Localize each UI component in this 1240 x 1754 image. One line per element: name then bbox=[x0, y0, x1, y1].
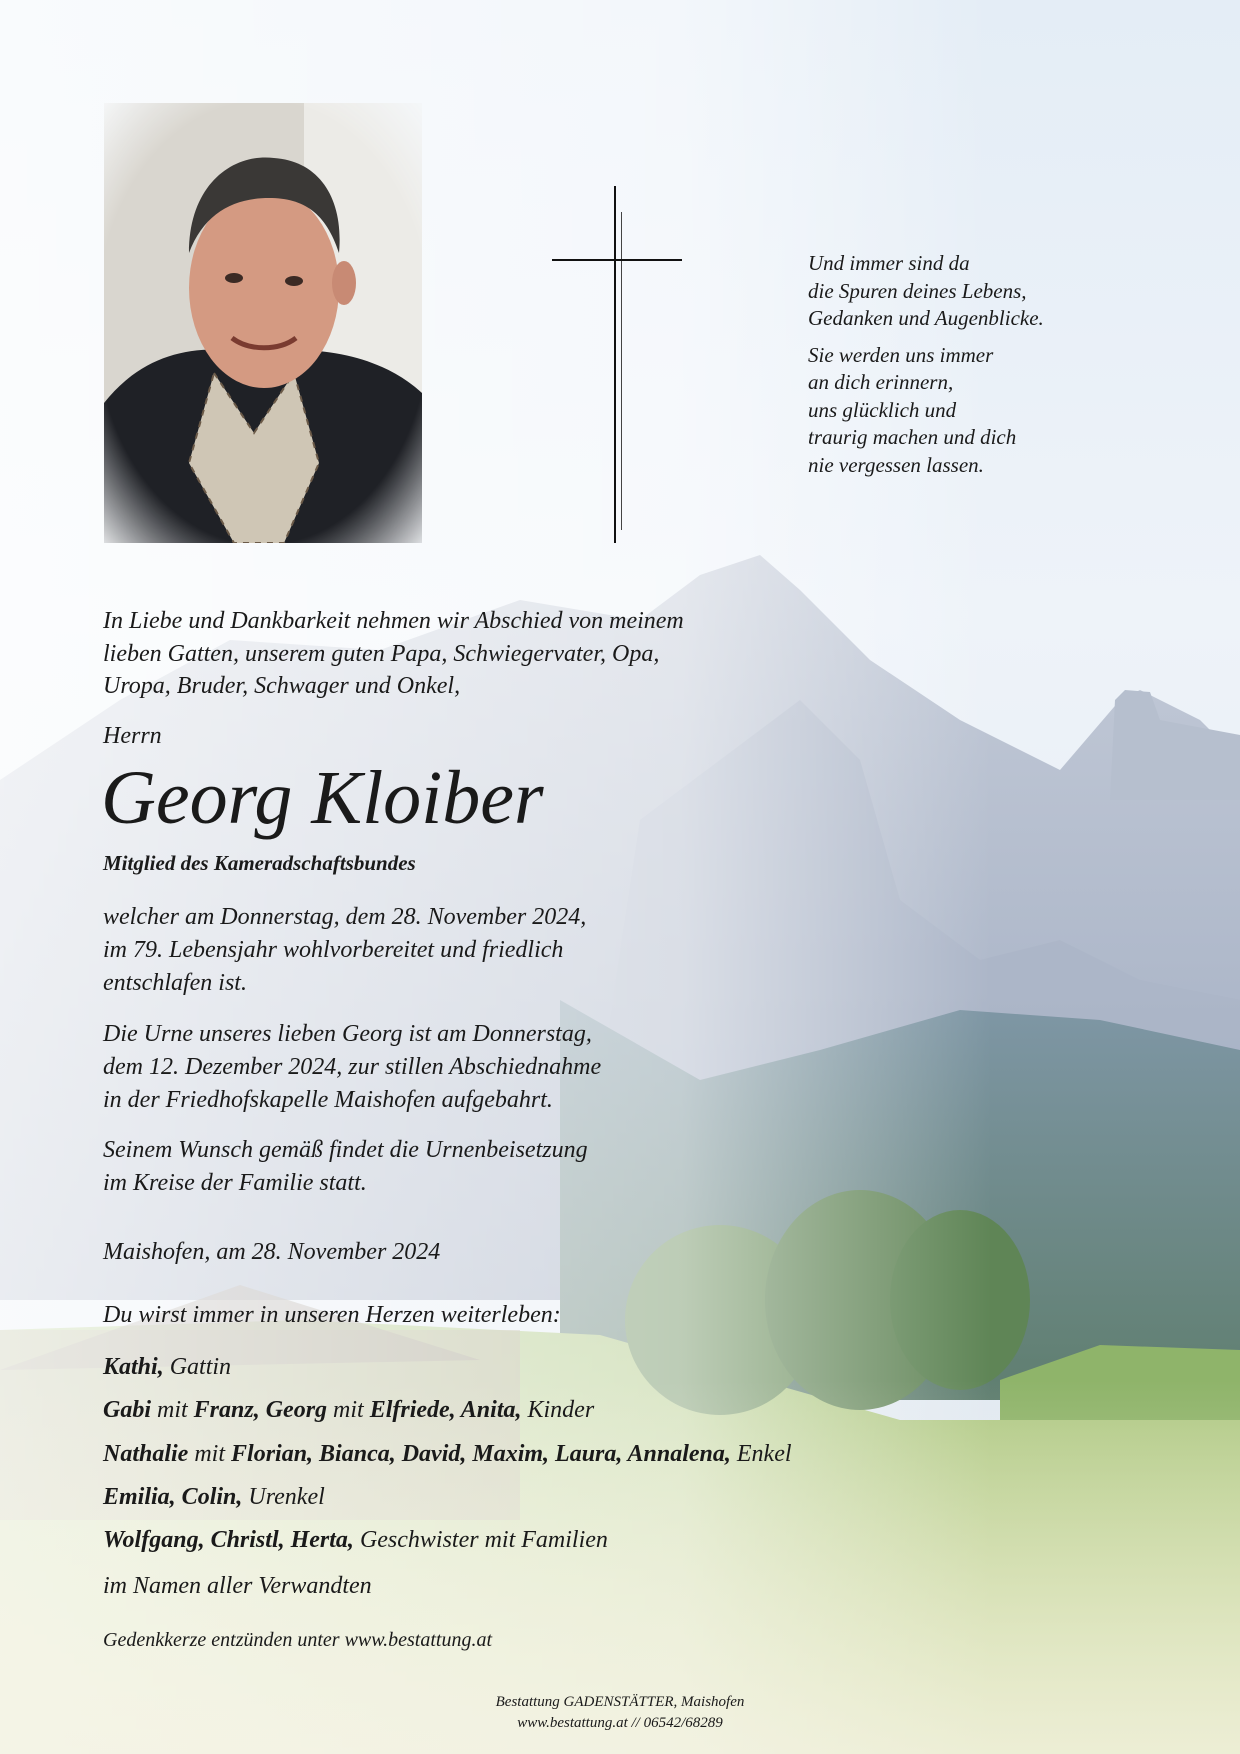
mourner-name: Gabi bbox=[103, 1397, 151, 1423]
mourner-row bbox=[103, 1397, 594, 1424]
mourner-relation: Enkel bbox=[730, 1441, 792, 1467]
mourner-name: Franz, Georg bbox=[193, 1397, 328, 1423]
intro-text bbox=[103, 605, 823, 703]
paragraph-line: im Kreise der Familie statt. bbox=[103, 1170, 367, 1196]
poem-line: Gedanken und Augenblicke. bbox=[808, 306, 1044, 330]
mourner-relation: im Namen aller Verwandten bbox=[103, 1573, 372, 1599]
mourner-name: Emilia, Colin, bbox=[103, 1484, 243, 1510]
mourner-name: Nathalie bbox=[103, 1441, 189, 1467]
wish-paragraph bbox=[103, 1134, 823, 1200]
memorial-poem bbox=[808, 250, 1168, 488]
poem-line: traurig machen und dich bbox=[808, 425, 1017, 449]
mourner-row bbox=[103, 1354, 231, 1381]
intro-line: In Liebe und Dankbarkeit nehmen wir Abschied von meinem bbox=[103, 608, 684, 634]
death-notice-paragraph bbox=[103, 901, 823, 1000]
mourner-relation: Gattin bbox=[163, 1354, 232, 1380]
mourner-name: Kathi, bbox=[103, 1354, 164, 1380]
poem-line: nie vergessen lassen. bbox=[808, 452, 984, 477]
poem-line: uns glücklich und bbox=[808, 397, 957, 422]
intro-line: lieben Gatten, unserem guten Papa, Schwiegervater, Opa, bbox=[103, 640, 660, 667]
portrait-photo bbox=[104, 103, 422, 543]
salutation: Herrn bbox=[103, 723, 162, 749]
mourner-relation: Urenkel bbox=[242, 1484, 325, 1510]
mourner-row bbox=[103, 1441, 792, 1468]
footer-line-2: www.bestattung.at // 06542/68289 bbox=[517, 1715, 723, 1731]
poem-line: an dich erinnern, bbox=[808, 370, 954, 394]
paragraph-line: dem 12. Dezember 2024, zur stillen Abschiednahme bbox=[103, 1054, 602, 1080]
paragraph-line: Seinem Wunsch gemäß findet die Urnenbeisetzung bbox=[103, 1137, 588, 1163]
poem-stanza-1 bbox=[808, 250, 1168, 333]
deceased-name: Georg Kloiber bbox=[101, 756, 544, 840]
paragraph-line: in der Friedhofskapelle Maishofen aufgebahrt. bbox=[103, 1087, 553, 1113]
mourner-row bbox=[103, 1484, 325, 1511]
cross-symbol bbox=[550, 186, 690, 546]
poem-line: die Spuren deines Lebens, bbox=[808, 278, 1027, 303]
intro-line: Uropa, Bruder, Schwager und Onkel, bbox=[103, 673, 461, 699]
mourner-relation: Kinder bbox=[521, 1397, 595, 1423]
mourner-row bbox=[103, 1573, 372, 1600]
urn-paragraph bbox=[103, 1018, 823, 1117]
paragraph-line: Die Urne unseres lieben Georg ist am Donnerstag, bbox=[103, 1021, 592, 1047]
candle-note: Gedenkkerze entzünden unter www.bestattung.at bbox=[103, 1629, 493, 1651]
mourner-relation: mit bbox=[188, 1441, 232, 1467]
place-and-date: Maishofen, am 28. November 2024 bbox=[103, 1239, 441, 1265]
mourner-relation: mit bbox=[327, 1397, 370, 1423]
poem-stanza-2 bbox=[808, 342, 1168, 480]
funeral-home-footer bbox=[0, 1692, 1240, 1734]
mourner-name: Florian, Bianca, David, Maxim, Laura, Annalena, bbox=[231, 1441, 731, 1467]
poem-line: Sie werden uns immer bbox=[808, 342, 994, 367]
mourner-relation: mit bbox=[151, 1397, 194, 1423]
paragraph-line: welcher am Donnerstag, dem 28. November 2024, bbox=[103, 904, 587, 930]
paragraph-line: im 79. Lebensjahr wohlvorbereitet und friedlich bbox=[103, 937, 564, 963]
membership-line: Mitglied des Kameradschaftsbundes bbox=[103, 851, 416, 875]
mourner-name: Elfriede, Anita, bbox=[369, 1397, 522, 1423]
poem-line: Und immer sind da bbox=[808, 251, 970, 275]
mourner-relation: Geschwister mit Familien bbox=[353, 1527, 608, 1553]
footer-line-1: Bestattung GADENSTÄTTER, Maishofen bbox=[495, 1694, 745, 1710]
heart-line: Du wirst immer in unseren Herzen weiterleben: bbox=[103, 1302, 561, 1328]
mourner-name: Wolfgang, Christl, Herta, bbox=[103, 1527, 354, 1553]
paragraph-line: entschlafen ist. bbox=[103, 970, 247, 996]
mourner-row bbox=[103, 1527, 608, 1554]
